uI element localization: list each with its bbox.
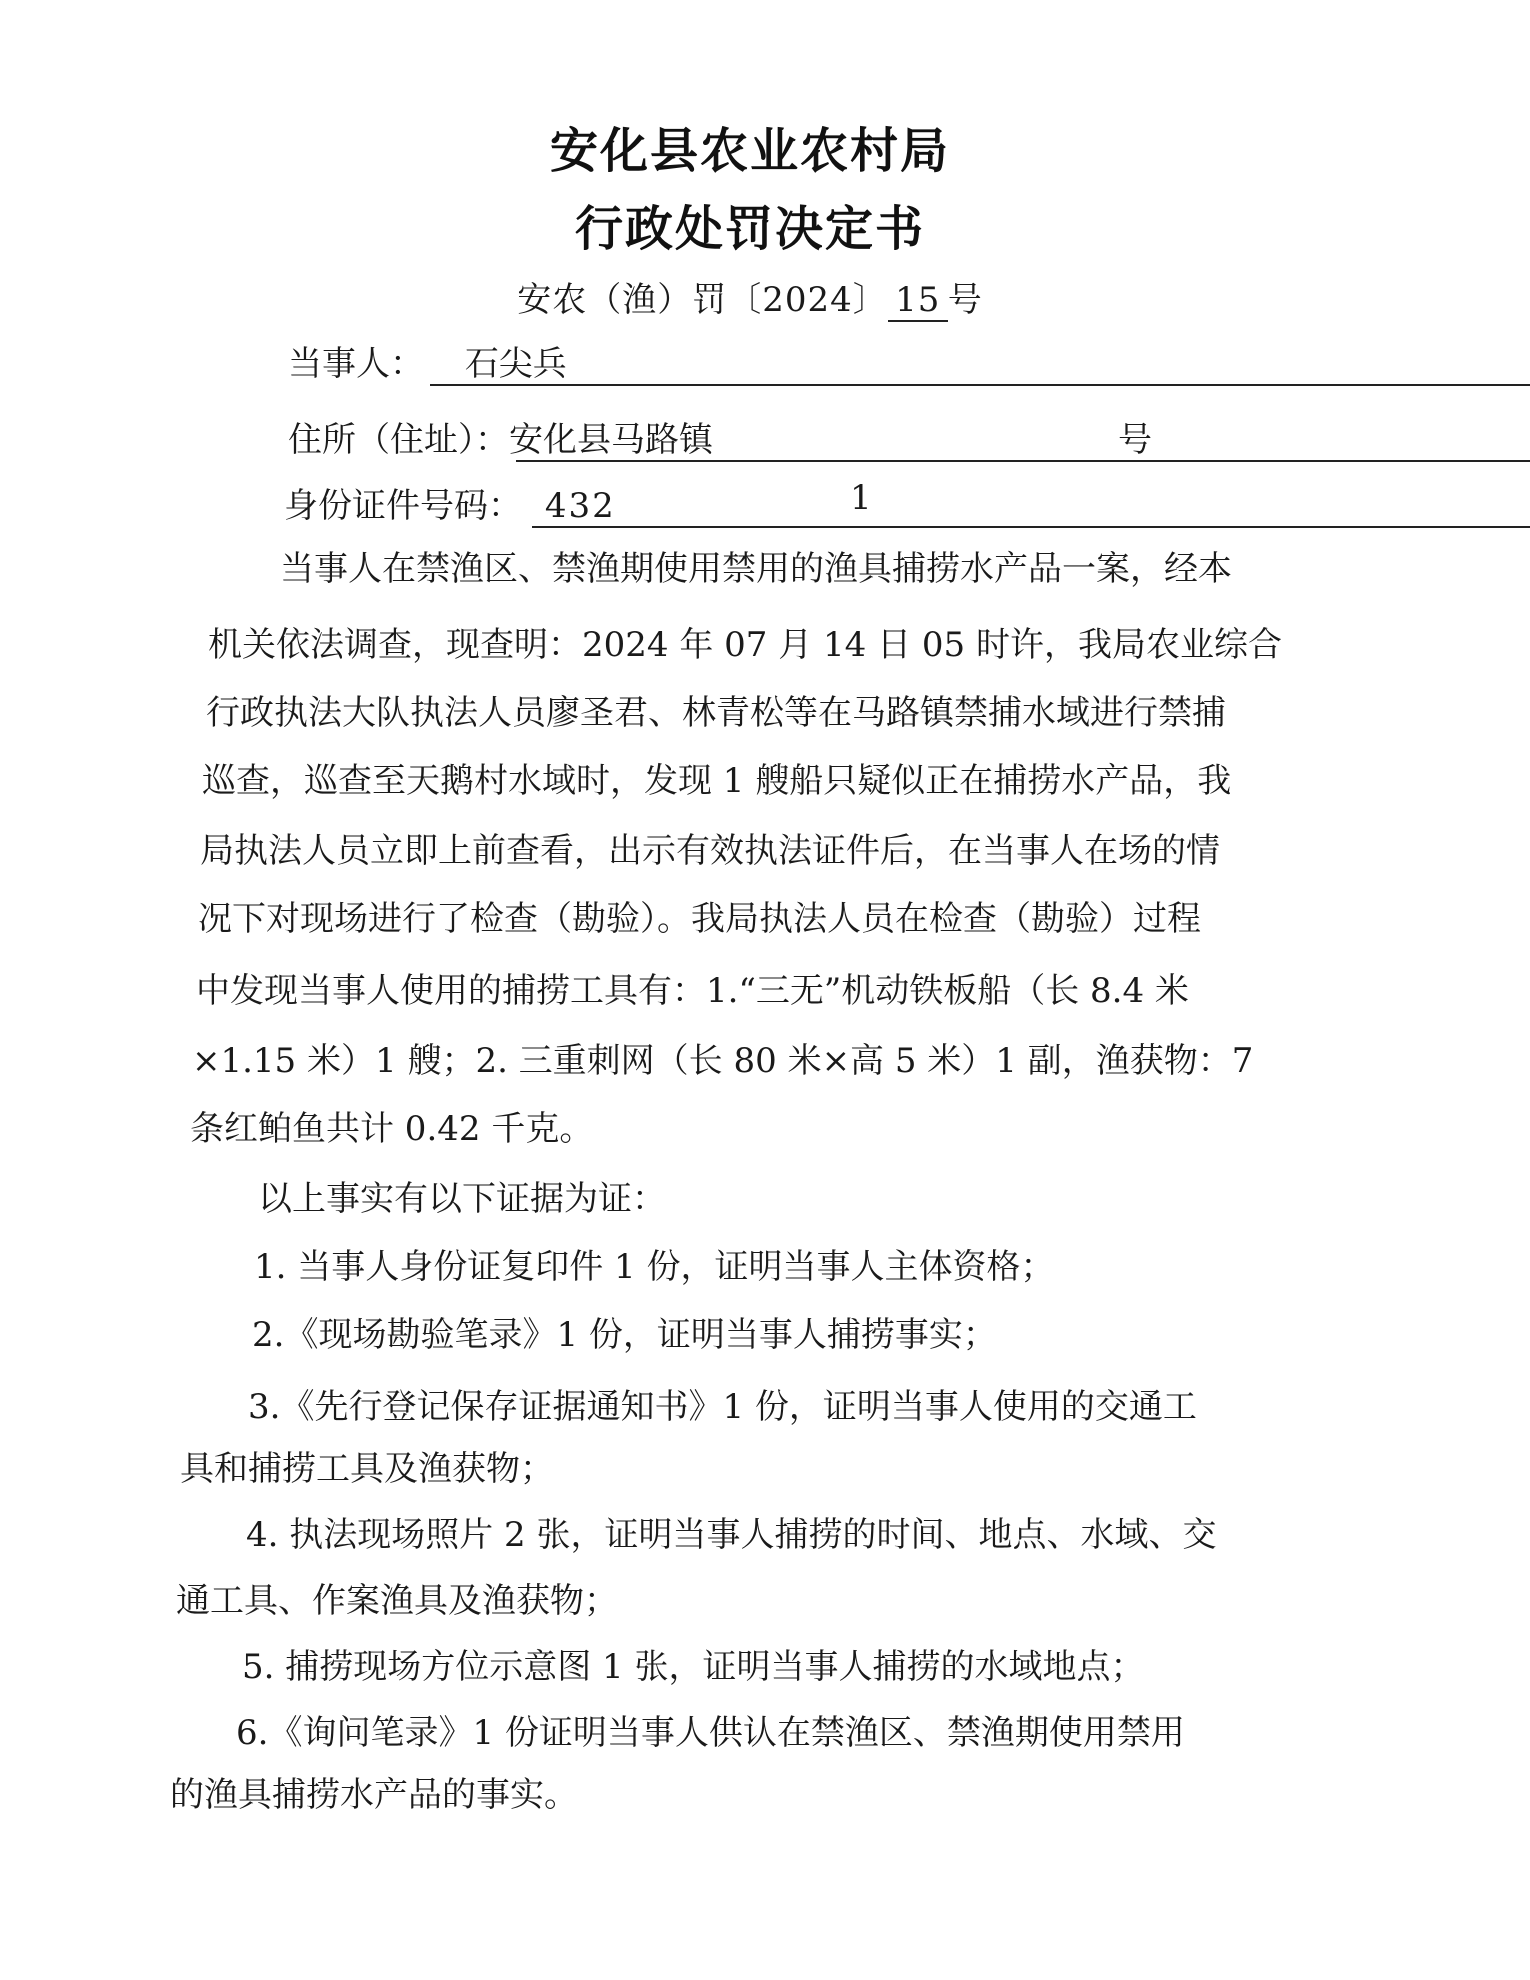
evidence-line: 具和捕捞工具及渔获物； bbox=[180, 1449, 554, 1489]
facts-line: 条红鲌鱼共计 0.42 千克。 bbox=[190, 1109, 594, 1149]
document-number-value: 15 bbox=[888, 280, 948, 322]
document-title-type: 行政处罚决定书 bbox=[574, 201, 925, 257]
party-id-underline bbox=[532, 526, 1530, 528]
document-number-suffix: 号 bbox=[947, 280, 983, 320]
party-name-value: 石尖兵 bbox=[464, 344, 567, 384]
party-address-underline bbox=[516, 460, 1530, 462]
facts-line: 行政执法大队执法人员廖圣君、林青松等在马路镇禁捕水域进行禁捕 bbox=[206, 693, 1226, 733]
redaction-mask bbox=[744, 406, 1096, 456]
evidence-line: 4. 执法现场照片 2 张，证明当事人捕捞的时间、地点、水域、交 bbox=[246, 1515, 1217, 1555]
facts-line: ×1.15 米）1 艘；2. 三重刺网（长 80 米×高 5 米）1 副，渔获物：7 bbox=[192, 1041, 1254, 1081]
facts-line: 况下对现场进行了检查（勘验）。我局执法人员在检查（勘验）过程 bbox=[198, 899, 1201, 939]
evidence-line: 的渔具捕捞水产品的事实。 bbox=[170, 1775, 578, 1815]
evidence-line: 3.《先行登记保存证据通知书》1 份，证明当事人使用的交通工 bbox=[248, 1387, 1197, 1427]
facts-line: 中发现当事人使用的捕捞工具有：1.“三无”机动铁板船（长 8.4 米 bbox=[196, 971, 1189, 1011]
party-address-field bbox=[288, 412, 1152, 461]
party-id-field bbox=[284, 478, 872, 527]
evidence-line: 1. 当事人身份证复印件 1 份，证明当事人主体资格； bbox=[254, 1247, 1055, 1287]
document-number bbox=[0, 272, 1500, 322]
party-id-suffix: 1 bbox=[850, 478, 872, 518]
party-address-label: 住所（住址）： bbox=[288, 420, 509, 460]
party-name-underline bbox=[430, 384, 1530, 386]
party-name-field bbox=[288, 336, 567, 385]
document-number-prefix: 安农（渔）罚〔2024〕 bbox=[517, 280, 888, 320]
facts-line: 机关依法调查，现查明：2024 年 07 月 14 日 05 时许，我局农业综合 bbox=[208, 625, 1282, 665]
facts-line: 局执法人员立即上前查看，出示有效执法证件后，在当事人在场的情 bbox=[200, 831, 1220, 871]
evidence-line: 通工具、作案渔具及渔获物； bbox=[176, 1581, 618, 1621]
evidence-line: 6.《询问笔录》1 份证明当事人供认在禁渔区、禁渔期使用禁用 bbox=[236, 1713, 1185, 1753]
party-address-value: 安化县马路镇 bbox=[509, 420, 713, 460]
evidence-line: 5. 捕捞现场方位示意图 1 张，证明当事人捕捞的水域地点； bbox=[242, 1647, 1145, 1687]
party-name-label: 当事人： bbox=[288, 344, 424, 384]
party-address-suffix: 号 bbox=[1118, 420, 1152, 460]
document-title-agency: 安化县农业农村局 bbox=[549, 123, 950, 179]
facts-line: 当事人在禁渔区、禁渔期使用禁用的渔具捕捞水产品一案，经本 bbox=[280, 549, 1232, 589]
evidence-intro: 以上事实有以下证据为证： bbox=[258, 1179, 666, 1219]
party-id-prefix: 432 bbox=[544, 486, 616, 526]
party-id-label: 身份证件号码： bbox=[284, 486, 522, 526]
facts-line: 巡查，巡查至天鹅村水域时，发现 1 艘船只疑似正在捕捞水产品，我 bbox=[202, 761, 1232, 801]
evidence-line: 2.《现场勘验笔录》1 份，证明当事人捕捞事实； bbox=[252, 1315, 997, 1355]
